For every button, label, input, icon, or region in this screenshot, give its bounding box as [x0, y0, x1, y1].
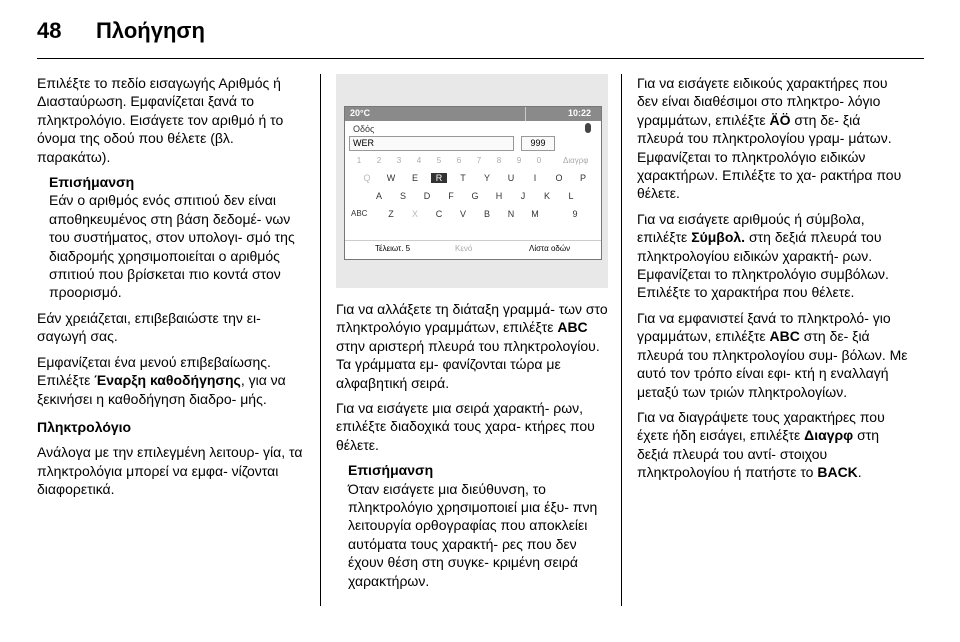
paragraph: Εάν χρειάζεται, επιβεβαιώστε την ει‑ σαγωγή σας. [37, 309, 261, 345]
finish-button: Τέλειωτ. 5 [375, 244, 411, 253]
key: W [386, 173, 396, 183]
paragraph: Επιλέξτε το πεδίο εισαγωγής Αριθμός ή Διασταύρωση. Εμφανίζεται ξανά το πληκτρολόγιο. Εισάγετε τον αριθμό ή το όνομα της οδού που θέλετε (βλ. παρακάτω). [37, 75, 284, 165]
key: V [459, 209, 466, 219]
bold-term: ABC [769, 328, 800, 345]
note-title: Επισήμανση [49, 174, 135, 191]
key: O [555, 173, 563, 183]
key: C [435, 209, 443, 219]
bold-term: Έναρξη καθοδήγησης [94, 372, 241, 389]
key: E [411, 173, 418, 183]
key: Y [483, 173, 490, 183]
street-list-button: Λίστα οδών [529, 244, 571, 253]
key: 9 [572, 209, 578, 219]
column-2 [336, 300, 608, 597]
key: 6 [456, 156, 462, 165]
key: H [495, 191, 503, 201]
key: 4 [416, 156, 422, 165]
key: P [579, 173, 586, 183]
note-title: Επισήμανση [348, 462, 434, 479]
key: N [507, 209, 515, 219]
clock-readout: 10:22 [567, 108, 591, 118]
key: 5 [436, 156, 442, 165]
paragraph: Για να εισάγετε μια σειρά χαρακτή‑ ρων, επιλέξτε διαδοχικά τους χαρα‑ κτήρες που θέλετε. [336, 400, 595, 453]
key: 9 [516, 156, 522, 165]
bold-term: Διαγρφ [804, 427, 854, 444]
microphone-icon [585, 123, 591, 133]
key: 7 [476, 156, 482, 165]
key: A [375, 191, 382, 201]
paragraph: Για να αλλάξετε τη διάταξη γραμμά‑ των στο πληκτρολόγιο γραμμάτων, επιλέξτε ABC στην αριστερή πλευρά του πληκτρολογίου. Τα γράμματα εμ‑ φανίζονται τώρα με αλφαβητική σειρά. [336, 301, 608, 391]
paragraph: Για να εισάγετε ειδικούς χαρακτήρες που δεν είναι διαθέσιμοι στο πληκτρο‑ λόγιο γραμμάτων, επιλέξτε ÄÖ στη δε‑ ξιά πλευρά του πληκτρολογίου γραμ‑ μάτων. Εμφανίζεται το πληκτρολόγιο ειδικών χαρακτήρων. Επιλέξτε το χα‑ ρακτήρα που θέλετε. [637, 75, 902, 202]
key: Q [363, 173, 371, 183]
key: B [483, 209, 490, 219]
bold-term: BACK [817, 464, 858, 481]
key: 8 [496, 156, 502, 165]
paragraph: Για να διαγράψετε τους χαρακτήρες που έχετε ήδη εισάγει, επιλέξτε Διαγρφ στη δεξιά πλευρά του αντί‑ στοιχου πληκτρολογίου ή πατήστε το BACK. [637, 408, 885, 481]
paragraph: Για να εμφανιστεί ξανά το πληκτρολό‑ γιο γραμμάτων, επιλέξτε ABC στη δε‑ ξιά πλευρά του πληκτρολογίου συμ‑ βόλων. Με αυτό τον τρόπο είναι εφι‑ κτή η εναλλαγή μεταξύ των τριών πληκτρολογίων. [637, 309, 908, 400]
key: G [471, 191, 479, 201]
bottom-bar [345, 240, 601, 257]
bold-term: Σύμβολ. [691, 229, 746, 246]
entry-field: WER [349, 136, 514, 151]
header-rule [37, 58, 924, 59]
column-1 [37, 74, 305, 506]
key: D [423, 191, 431, 201]
key: 0 [536, 156, 542, 165]
note-box [348, 461, 608, 590]
column-3 [637, 74, 909, 489]
key: M [531, 209, 539, 219]
paragraph: Εμφανίζεται ένα μενού επιβεβαίωσης. Επιλέξτε Έναρξη καθοδήγησης, για να ξεκινήσει η καθοδήγηση διαδρο‑ μής. [37, 353, 286, 407]
key: J [520, 191, 526, 201]
key: 2 [376, 156, 382, 165]
key: I [533, 173, 537, 183]
display-screen [344, 106, 602, 260]
column-divider-2 [621, 74, 622, 606]
key: K [543, 191, 550, 201]
key: Z [388, 209, 394, 219]
key: S [399, 191, 406, 201]
field-label: Οδός [353, 124, 375, 134]
key: 3 [396, 156, 402, 165]
key: F [448, 191, 454, 201]
key: X [411, 209, 418, 219]
note-text: Όταν εισάγετε μια διεύθυνση, το πληκτρολόγιο χρησιμοποιεί μια έξυ‑ πνη λειτουργία ορθογραφίας που αποκλείει αυτόματα τους χαρακτή‑ ρες που δεν έχουν θέση στη συγκε‑ κριμένη σειρά χαρακτήρων. [348, 480, 598, 589]
page-title: Πλοήγηση [96, 18, 205, 43]
section-heading: Πληκτρολόγιο [37, 418, 132, 435]
status-bar [345, 107, 601, 121]
key: 1 [356, 156, 362, 165]
match-count: 999 [521, 136, 555, 151]
bold-term: ABC [557, 319, 588, 336]
keyboard-screenshot [336, 74, 608, 288]
delete-key: Διαγρφ [563, 156, 589, 165]
key: U [507, 173, 515, 183]
page-number: 48 [37, 18, 62, 43]
bold-term: ÄÖ [769, 111, 791, 128]
paragraph: Ανάλογα με την επιλεγμένη λειτουρ‑ γία, τα πληκτρολόγια μπορεί να εμφα‑ νίζονται διαφορετικά. [37, 444, 303, 498]
space-button: Κενό [455, 244, 473, 253]
note-box [49, 173, 305, 302]
key: L [568, 191, 574, 201]
paragraph: Για να εισάγετε αριθμούς ή σύμβολα, επιλέξτε Σύμβολ. στη δεξιά πλευρά του πληκτρολογίου ειδικών χαρακτή‑ ρων. Εμφανίζεται το πληκτρολόγιο συμβόλων. Επιλέξτε το χαρακτήρα που θέλετε. [637, 210, 889, 301]
key: R [431, 173, 447, 183]
temperature-readout: 20°C [350, 108, 371, 118]
abc-key: ABC [351, 209, 368, 218]
column-divider-1 [320, 74, 321, 606]
key: T [460, 173, 466, 183]
status-separator [525, 107, 526, 121]
note-text: Εάν ο αριθμός ενός σπιτιού δεν είναι αποθηκευμένος στη βάση δεδομέ‑ νων του συστήματος, στον υπολογι‑ σμό της διαδρομής χρησιμοποιείται ο αριθμός σπιτιού που βρίσκεται πιο κοντά στον προορισμό. [49, 192, 295, 301]
